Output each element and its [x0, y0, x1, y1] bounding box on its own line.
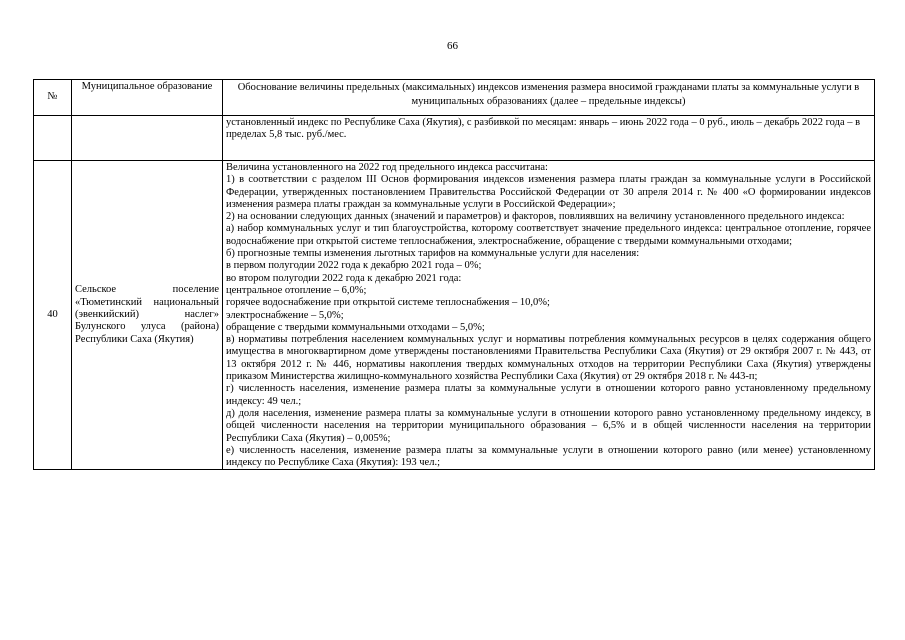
header-municipality: Муниципальное образование [72, 80, 223, 116]
row-number: 40 [34, 161, 72, 470]
table-row-continuation [34, 116, 875, 161]
justification-paragraph: д) доля населения, изменение размера платы за коммунальные услуги в отношении которого равно установленному предельному индексу, в общей численности населения на территории муниципального образования – 6,5% и в общей численности населения на территории Республики Саха (Якутия) – 0,005%; [226, 407, 871, 444]
justification-paragraph: во втором полугодии 2022 года к декабрю 2021 года: [226, 272, 462, 284]
justification-cell [223, 161, 875, 470]
justification-paragraph: 2) на основании следующих данных (значений и параметров) и факторов, повлиявших на величину установленного предельного индекса: [226, 211, 845, 223]
municipality-cell [72, 161, 223, 470]
justification-paragraph: обращение с твердыми коммунальными отходами – 5,0%; [226, 321, 485, 333]
header-justification: Обоснование величины предельных (максимальных) индексов изменения размера вносимой гражданами платы за коммунальные услуги в муниципальных образованиях (далее – предельные индексы) [223, 80, 875, 116]
justification-paragraph: электроснабжение – 5,0%; [226, 309, 344, 321]
justification-paragraph: в первом полугодии 2022 года к декабрю 2021 года – 0%; [226, 260, 482, 272]
page-number: 66 [447, 40, 458, 52]
table-row-40 [34, 161, 875, 470]
header-number: № [34, 80, 72, 116]
justification-paragraph: 1) в соответствии с разделом III Основ формирования индексов изменения размера платы граждан за коммунальные услуги в Российской Федерации, утвержденных постановлением Правительства Российской Федерации от 30 апреля 2014 г. № 400 «О формировании индексов изменения размера платы граждан за коммунальные услуги в Российской Федерации»; [226, 174, 871, 210]
justification-paragraph: центральное отопление – 6,0%; [226, 284, 367, 296]
justification-paragraph: е) численность населения, изменение размера платы за коммунальные услуги в отношении которого равно (или менее) установленному индексу по Республике Саха (Якутия): 193 чел.; [226, 444, 871, 469]
justification-paragraph: а) набор коммунальных услуг и тип благоустройства, которому соответствует значение предельного индекса: центральное отопление, горячее водоснабжение при открытой системе теплоснабжения, электроснабжение, обращение с твердыми коммунальными отходами; [226, 223, 871, 247]
municipality-name: Сельское поселение «Тюметинский национальный (эвенкийский) наслег» Булунского улуса (района) Республики Саха (Якутия) [75, 284, 219, 345]
justification-paragraph: б) прогнозные темпы изменения льготных тарифов на коммунальные услуги для населения: [226, 248, 640, 260]
continuation-municipality-cell [72, 116, 223, 161]
justification-paragraph: г) численность населения, изменение размера платы за коммунальные услуги в отношении которого равно установленному предельному индексу: 49 чел.; [226, 383, 871, 407]
justification-paragraph: горячее водоснабжение при открытой системе теплоснабжения – 10,0%; [226, 297, 550, 309]
index-justification-table [33, 79, 875, 470]
continuation-number-cell [34, 116, 72, 161]
justification-paragraph: в) нормативы потребления населением коммунальных услуг и нормативы потребления коммунальных ресурсов в целях содержания общего имущества в многоквартирном доме утверждены постановлениями Правительства Республики Саха (Якутия) от 29 октября 2007 г. № 443, от 13 октября 2012 г. № 446, нормативы накопления твердых коммунальных отходов на территории Республики Саха (Якутия) утверждены приказом Министерства жилищно-коммунального хозяйства Республики Саха (Якутия) от 29 октября 2018 г. № 443-п; [226, 334, 871, 383]
justification-paragraph: Величина установленного на 2022 год предельного индекса рассчитана: [226, 162, 548, 173]
continuation-text: установленный индекс по Республике Саха (Якутия), с разбивкой по месяцам: январь – июнь 2022 года – 0 руб., июль – декабрь 2022 года – в пределах 5,8 тыс. руб./мес. [223, 116, 875, 161]
table-header-row [34, 80, 875, 116]
